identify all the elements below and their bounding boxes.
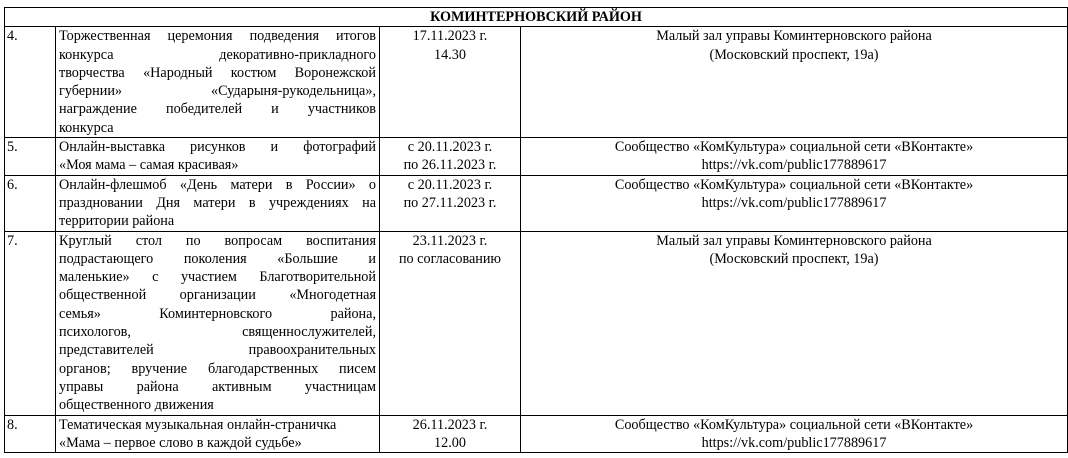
location-line: Сообщество «КомКультура» социальной сети «ВКонтакте» [614, 176, 974, 193]
event-line: психологов, священнослужителей, [59, 324, 376, 341]
event-line: губернии» «Сударыня-рукодельница», [59, 83, 376, 100]
date-line: по 26.11.2023 г. [403, 157, 497, 174]
event-line: Онлайн-выставка рисунков и фотографий [59, 139, 376, 156]
event-line: органов; вручение благодарственных писем [59, 360, 376, 377]
row-number: 7. [5, 231, 56, 415]
event-date [380, 175, 521, 231]
table-row [5, 138, 1068, 176]
event-line: маленькие» с участием Благотворительной [59, 269, 376, 286]
location-link[interactable]: https://vk.com/public177889617 [701, 434, 887, 451]
table-row [5, 415, 1068, 453]
event-line: общественной организации «Многодетная [59, 287, 376, 304]
event-location [521, 27, 1068, 138]
event-location [521, 415, 1068, 453]
date-line: 14.30 [434, 46, 466, 63]
event-date [380, 138, 521, 176]
location-line: Сообщество «КомКультура» социальной сети «ВКонтакте» [614, 139, 974, 156]
date-line: 26.11.2023 г. [412, 416, 488, 433]
event-description [56, 415, 380, 453]
event-line: семья» Коминтерновского района, [59, 305, 376, 322]
date-line: по 27.11.2023 г. [403, 194, 497, 211]
event-line: «Мама – первое слово в каждой судьбе» [59, 434, 302, 451]
section-header-row [5, 8, 1068, 27]
date-line: 17.11.2023 г. [412, 28, 488, 45]
table-row [5, 175, 1068, 231]
event-date [380, 27, 521, 138]
date-line: с 20.11.2023 г. [407, 176, 493, 193]
event-description [56, 231, 380, 415]
row-number: 8. [5, 415, 56, 453]
table-row [5, 231, 1068, 415]
row-number: 6. [5, 175, 56, 231]
event-location [521, 138, 1068, 176]
events-table [4, 7, 1068, 453]
event-line: Тематическая музыкальная онлайн-страничка [59, 416, 337, 433]
event-line: конкурса декоративно-прикладного [59, 46, 376, 63]
event-date [380, 415, 521, 453]
event-location [521, 231, 1068, 415]
date-line: 12.00 [434, 434, 466, 451]
location-line: Малый зал управы Коминтерновского района [656, 232, 932, 249]
event-line: праздновании Дня матери в учреждениях на [59, 194, 376, 211]
table-row [5, 27, 1068, 138]
date-line: по согласованию [398, 250, 502, 267]
event-line: представителей правоохранительных [59, 342, 376, 359]
event-line: Онлайн-флешмоб «День матери в России» о [59, 176, 376, 193]
section-title: КОМИНТЕРНОВСКИЙ РАЙОН [5, 8, 1068, 27]
event-line: Круглый стол по вопросам воспитания [59, 232, 376, 249]
event-line: территории района [59, 213, 175, 230]
event-line: Торжественная церемония подведения итогов [59, 28, 376, 45]
event-line: конкурса [59, 119, 114, 136]
location-line: (Московский проспект, 19а) [709, 250, 879, 267]
event-date [380, 231, 521, 415]
location-link[interactable]: https://vk.com/public177889617 [701, 194, 887, 211]
event-description [56, 175, 380, 231]
event-line: управы района активным участницам [59, 378, 376, 395]
location-line: (Московский проспект, 19а) [709, 46, 879, 63]
event-line: подрастающего поколения «Большие и [59, 250, 376, 267]
event-line: общественного движения [59, 397, 214, 414]
location-link[interactable]: https://vk.com/public177889617 [701, 157, 887, 174]
event-description [56, 27, 380, 138]
event-line: награждение победителей и участников [59, 101, 376, 118]
row-number: 4. [5, 27, 56, 138]
event-location [521, 175, 1068, 231]
date-line: с 20.11.2023 г. [407, 139, 493, 156]
row-number: 5. [5, 138, 56, 176]
event-line: творчества «Народный костюм Воронежской [59, 64, 376, 81]
event-line: «Моя мама – самая красивая» [59, 157, 239, 174]
location-line: Сообщество «КомКультура» социальной сети «ВКонтакте» [614, 416, 974, 433]
date-line: 23.11.2023 г. [412, 232, 488, 249]
location-line: Малый зал управы Коминтерновского района [656, 28, 932, 45]
event-description [56, 138, 380, 176]
